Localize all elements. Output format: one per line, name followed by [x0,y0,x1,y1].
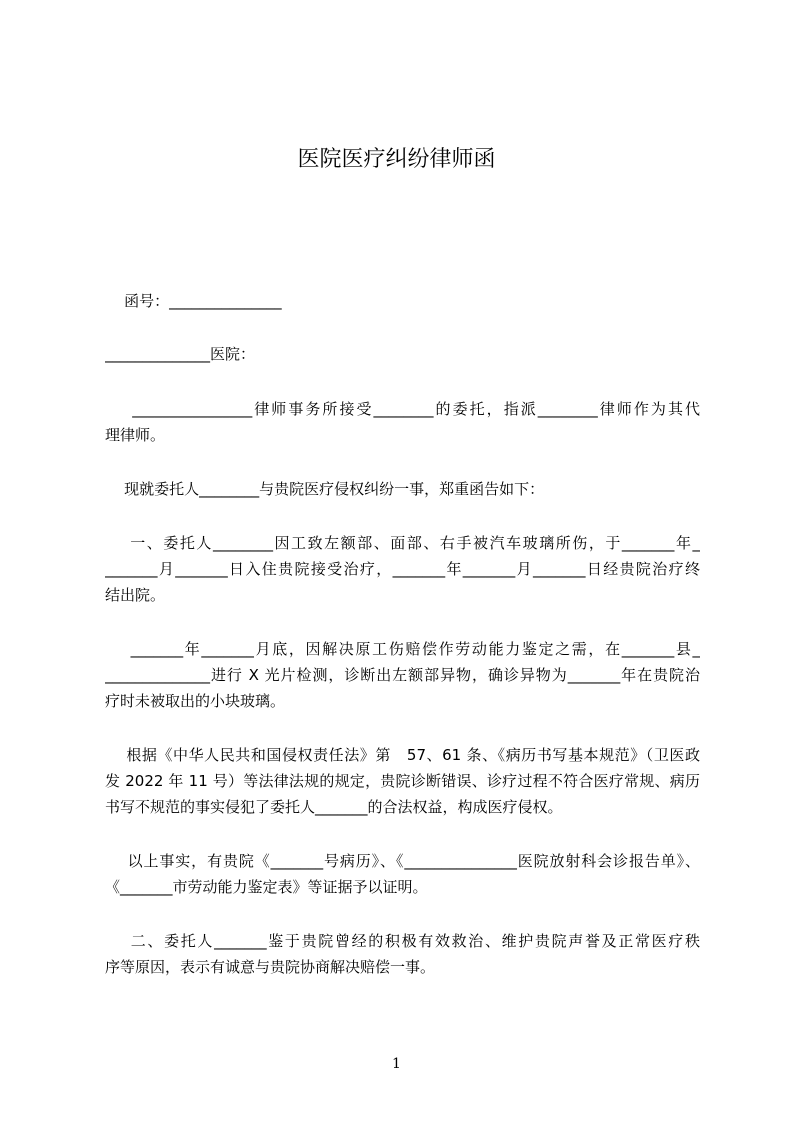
paragraph-1-line-2: 理律师。 [105,426,166,444]
paragraph-4-line-2: ______________进行 X 光片检测，诊断出左额部异物，确诊异物为_______年在贵院治 [105,666,700,684]
paragraph-5-line-3: 书写不规范的事实侵犯了委托人_______的合法权益，构成医疗侵权。 [105,798,563,816]
paragraph-3-line-3: 结出院。 [105,586,166,604]
paragraph-1-line-1: ________________律师事务所接受________的委托，指派________律师作为其代 [105,400,700,418]
paragraph-6-line-2: 《_______市劳动能力鉴定表》等证据予以证明。 [105,878,428,896]
recipient-line: ______________医院： [105,345,256,363]
document-title: 医院医疗纠纷律师函 [297,147,496,172]
letter-number-line: 函号：_______________ [105,292,282,310]
paragraph-4-line-3: 疗时未被取出的小块玻璃。 [105,692,286,710]
paragraph-3-line-1: 一、委托人________因工致左额部、面部、右手被汽车玻璃所伤，于_______年_ [105,534,700,552]
paragraph-3-line-2: _______月_______日入住贵院接受治疗，_______年_______月_______日经贵院治疗终 [105,560,700,578]
paragraph-5-line-1: 根据《中华人民共和国侵权责任法》第 57、61 条、《病历书写基本规范》（卫医政 [105,746,700,764]
paragraph-6-line-1: 以上事实，有贵院《_______号病历》、《_______________医院放射科会诊报告单》、 [105,852,700,870]
paragraph-7-line-2: 序等原因，表示有诚意与贵院协商解决赔偿一事。 [105,958,436,976]
paragraph-7-line-1: 二、委托人_______鉴于贵院曾经的积极有效救治、维护贵院声誉及正常医疗秩 [105,932,700,950]
paragraph-5-line-2: 发 2022 年 11 号）等法律法规的规定，贵院诊断错误、诊疗过程不符合医疗常规、病历 [105,772,700,790]
page-number: 1 [392,1056,401,1072]
paragraph-2-line-1: 现就委托人________与贵院医疗侵权纠纷一事，郑重函告如下： [105,480,545,498]
paragraph-4-line-1: _______年_______月底，因解决原工伤赔偿作劳动能力鉴定之需，在_______县_ [105,640,700,658]
